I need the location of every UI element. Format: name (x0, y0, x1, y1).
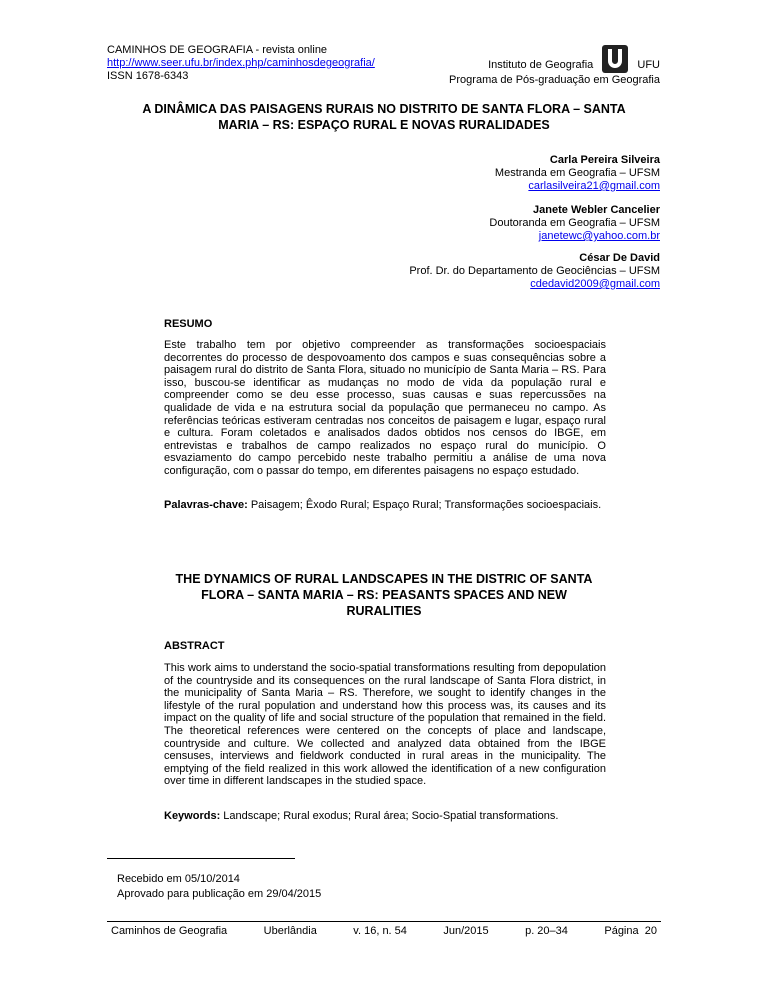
journal-url-link[interactable]: http://www.seer.ufu.br/index.php/caminhosdegeografia/ (107, 57, 375, 69)
institution-header (449, 44, 660, 87)
abstract-keywords (164, 810, 606, 823)
keywords-en: Landscape; Rural exodus; Rural área; Socio-Spatial transformations. (220, 810, 559, 822)
resumo-keywords (164, 499, 606, 512)
journal-header (107, 44, 375, 83)
title-en-line: RURALITIES (346, 604, 422, 618)
resumo-heading: RESUMO (164, 318, 213, 330)
footer-city: Uberlândia (263, 925, 317, 937)
footer-journal: Caminhos de Geografia (111, 925, 228, 937)
author-role: Mestranda em Geografia – UFSM (494, 167, 660, 179)
footer-divider (107, 921, 661, 922)
footer-date: Jun/2015 (443, 925, 489, 937)
title-en-line: FLORA – SANTA MARIA – RS: PEASANTS SPACES AND NEW (201, 588, 567, 602)
received-date: Recebido em 05/10/2014 (117, 873, 240, 885)
author-block (409, 252, 660, 291)
resumo-text: Este trabalho tem por objetivo compreender as transformações socioespaciais decorrentes do processo de despovoamento dos campos e suas consequências sobre a paisagem rural do distrito de Santa Flora, situado no município de Santa Maria – RS. Para isso, buscou-se identificar as mudanças no modo de vida da população rural e compreender como se deu esse processo, suas causas e suas repercussões na qualidade de vida e na estrutura social da população que permaneceu no campo. As referências teóricas estiveram centradas nos conceitos de paisagem e lugar, espaço rural e cultura. Foram coletados e analisados dados obtidos nos censos do IBGE, em entrevistas e trabalhos de campo realizados no espaço rural do município. O esvaziamento do campo percebido neste trabalho permitiu a análise de uma nova configuração, com o passar do tempo, em diferentes paisagens no espaço estudado. (164, 339, 606, 477)
footnote-divider (107, 858, 295, 859)
footer-page-number: Página 20 (604, 925, 657, 937)
title-en-line: THE DYNAMICS OF RURAL LANDSCAPES IN THE DISTRIC OF SANTA (175, 572, 593, 586)
author-name: Carla Pereira Silveira (549, 154, 660, 166)
author-role: Prof. Dr. do Departamento de Geociências – UFSM (409, 265, 660, 277)
title-pt-line: A DINÂMICA DAS PAISAGENS RURAIS NO DISTRITO DE SANTA FLORA – SANTA (142, 102, 626, 116)
page-footer (107, 925, 661, 937)
ufu-logo-icon (600, 44, 630, 74)
keywords-pt: Paisagem; Êxodo Rural; Espaço Rural; Transformações socioespaciais. (247, 499, 602, 511)
author-role: Doutoranda em Geografia – UFSM (489, 217, 660, 229)
author-block (495, 154, 660, 193)
author-email-link[interactable]: janetewc@yahoo.com.br (538, 230, 660, 242)
author-email-link[interactable]: cdedavid2009@gmail.com (530, 278, 660, 290)
paper-title-pt (107, 101, 661, 133)
footnotes (117, 872, 321, 902)
university-name: UFU (637, 59, 660, 71)
program-name: Programa de Pós-graduação em Geografia (449, 74, 660, 86)
footer-pages: p. 20–34 (525, 925, 568, 937)
abstract-heading: ABSTRACT (164, 640, 225, 652)
author-block (489, 204, 660, 243)
title-pt-line: MARIA – RS: ESPAÇO RURAL E NOVAS RURALIDADES (218, 118, 550, 132)
paper-title-en (150, 571, 618, 619)
author-name: Janete Webler Cancelier (533, 204, 660, 216)
author-name: César De David (579, 252, 660, 264)
keywords-label-en: Keywords: (164, 810, 221, 822)
abstract-text: This work aims to understand the socio-spatial transformations resulting from depopulation of the countryside and its consequences on the rural landscape of Santa Flora district, in the municipality of Santa Maria – RS. Therefore, we sought to identify changes in the lifestyle of the rural population and understand how this process was, its causes and its impact on the quality of life and social structure of the population that remained in the field. The theoretical references were centered on the concepts of place and landscape, countryside and culture. We collected and analyzed data obtained from the IBGE censuses, interviews and fieldwork conducted in rural areas in the municipality. The emptying of the field realized in this work allowed the identification of a new configuration over time in different landscapes in the studied space. (164, 662, 606, 788)
institute-name: Instituto de Geografia (488, 59, 594, 71)
journal-name: CAMINHOS DE GEOGRAFIA - revista online (107, 44, 328, 56)
issn: ISSN 1678-6343 (107, 70, 189, 82)
keywords-label-pt: Palavras-chave: (164, 499, 248, 511)
author-email-link[interactable]: carlasilveira21@gmail.com (528, 180, 660, 192)
approved-date: Aprovado para publicação em 29/04/2015 (117, 888, 322, 900)
footer-volume: v. 16, n. 54 (353, 925, 407, 937)
